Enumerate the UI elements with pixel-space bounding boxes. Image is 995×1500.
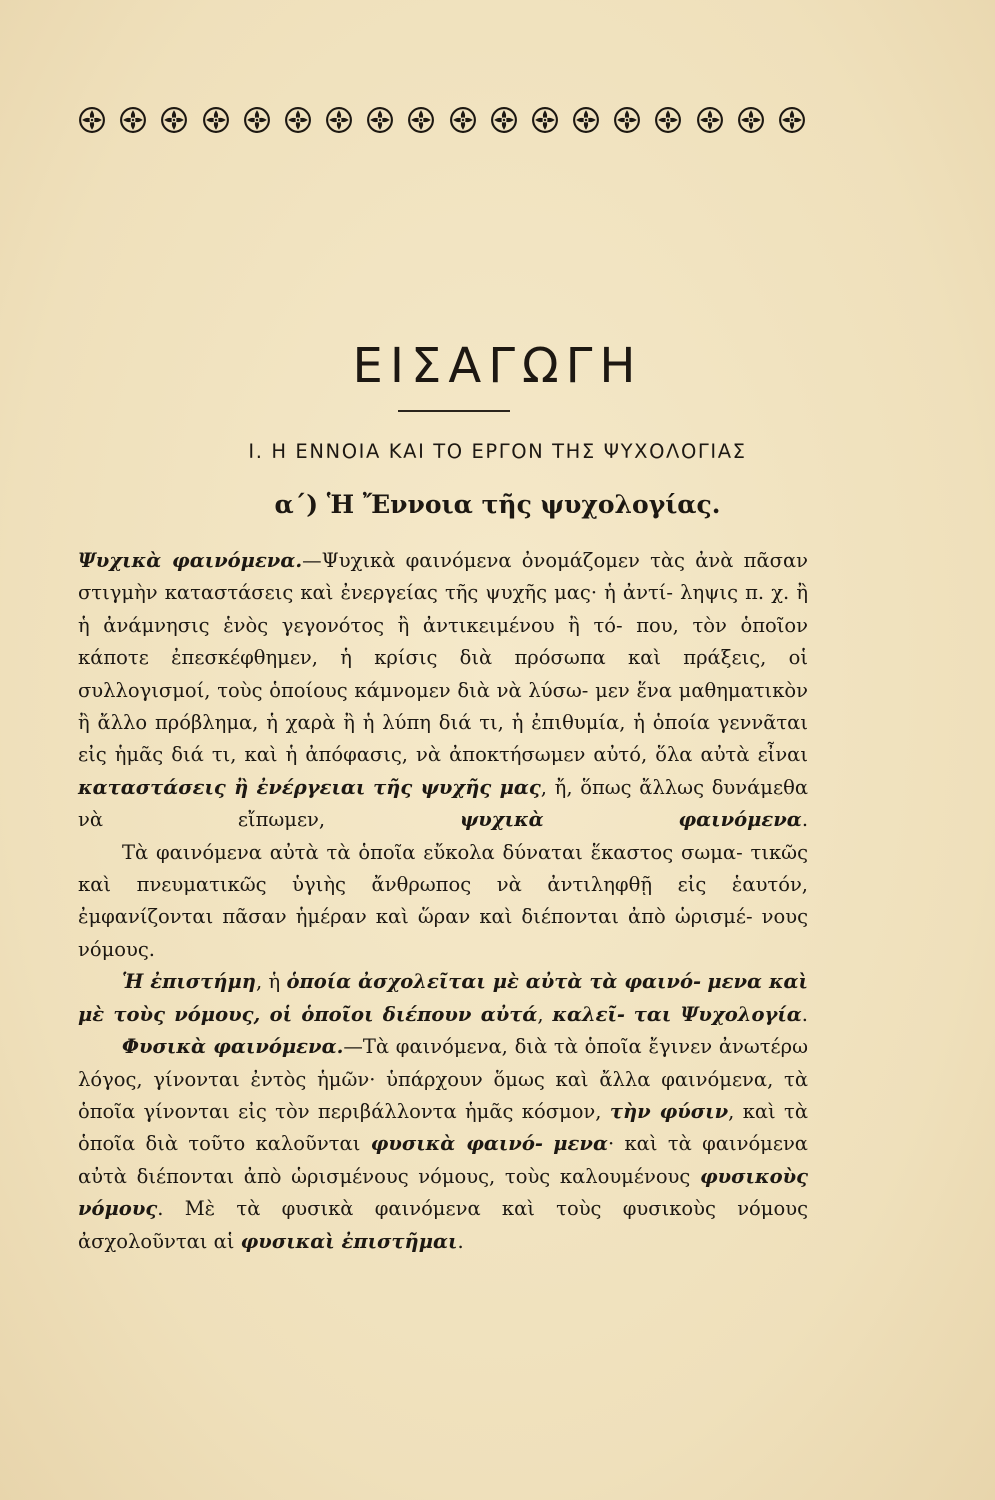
ornament-flower-icon: [160, 106, 188, 134]
ornament-flower-icon: [119, 106, 147, 134]
ornament-flower-icon: [613, 106, 641, 134]
emphasis: φαινόμενα: [678, 808, 802, 832]
paragraph: [78, 837, 808, 967]
emphasis: καταστάσεις ἢ ἐνέργειαι: [78, 775, 366, 799]
chapter-title: ΕΙΣΑΓΩΓΗ: [352, 338, 643, 394]
text-run: ἐμφανίζονται πᾶσαν ἡμέραν καὶ ὥραν καὶ διέπονται ἀπὸ ὡρισμέ-: [78, 905, 753, 929]
text-run: Τὰ φαινόμενα αὐτὰ τὰ ὁποῖα εὔκολα δύναται ἕκαστος σωμα-: [122, 840, 743, 864]
text-run: ἡ ἐπιθυμία, ἡ ὁποία γεννᾶται εἰς ἡμᾶς διά τι, καὶ ἡ ἀπόφασις,: [78, 711, 808, 767]
paragraph: [78, 966, 808, 1031]
ornament-flower-icon: [325, 106, 353, 134]
text-run: , ἤ, ὅπως ἄλλως δυνάμεθα νὰ εἴπωμεν,: [78, 775, 808, 832]
text-run: .: [801, 1002, 808, 1026]
text-run: , καὶ τὰ ὁποῖα διὰ τοῦτο καλοῦνται: [78, 1099, 809, 1156]
ornament-flower-icon: [449, 106, 477, 134]
ornament-flower-icon: [778, 106, 806, 134]
paragraph: [78, 545, 808, 837]
emphasis: μενα καὶ μὲ τοὺς νόμους, οἱ ὁποῖοι διέπουν αὐτά: [78, 970, 808, 1026]
text-run: μεν ἕνα μαθηματικὸν ἢ ἄλλο πρόβλημα, ἡ χαρὰ ἢ ἡ λύπη διά τι,: [78, 678, 808, 735]
body-text: [78, 545, 808, 1258]
emphasis: τὴν φύσιν: [609, 1099, 729, 1123]
emphasis: καλεῖ-: [552, 1002, 626, 1026]
text-run: .: [457, 1229, 464, 1253]
emphasis: φυσικὰ φαινό-: [370, 1132, 543, 1156]
ornament-flower-icon: [490, 106, 518, 134]
text-run: φαινόμενα, τὰ ὁποῖα γίνονται εἰς τὸν περιβάλλοντα ἡμᾶς κόσμον,: [78, 1067, 809, 1123]
ornament-flower-icon: [696, 106, 724, 134]
section-heading: Ι. Η ΕΝΝΟΙΑ ΚΑΙ ΤΟ ΕΡΓΟΝ ΤΗΣ ΨΥΧΟΛΟΓΙΑΣ: [248, 440, 747, 463]
ornament-flower-icon: [284, 106, 312, 134]
emphasis: Ἡ ἐπιστήμη: [122, 970, 256, 994]
ornament-flower-icon: [202, 106, 230, 134]
text-run: πᾶσαν στιγμὴν καταστάσεις καὶ ἐνεργείας τῆς ψυχῆς μας· ἡ ἀντί-: [78, 549, 808, 605]
text-run: ἀνωτέρω λόγος, γίνονται ἐντὸς ἡμῶν· ὑπάρχουν ὅμως καὶ ἄλλα: [78, 1035, 808, 1091]
text-run: καὶ πράξεις, οἱ συλλογισμοί, τοὺς ὁποίους κάμνομεν διὰ νὰ λύσω-: [78, 646, 809, 702]
emphasis: ψυχικὰ: [459, 808, 544, 832]
subsection-heading: α΄) Ἡ Ἔννοια τῆς ψυχολογίας.: [274, 490, 721, 519]
emphasis: ται Ψυχολογία: [633, 1002, 802, 1026]
text-run: · καὶ τὰ φαινόμενα αὐτὰ διέπονται ἀπὸ ὡρισμένους νόμους,: [78, 1132, 808, 1188]
text-run: .: [801, 808, 809, 832]
text-run: που, τὸν ὁποῖον κάποτε ἐπεσκέφθημεν, ἡ κρίσις διὰ πρόσωπα: [78, 613, 808, 670]
text-run: —Τὰ φαινόμενα, διὰ τὰ ὁποῖα ἔγινεν: [343, 1035, 713, 1059]
term-physical-phenomena: Φυσικὰ φαινόμενα.: [122, 1035, 344, 1059]
ornament-flower-icon: [654, 106, 682, 134]
ornament-flower-icon: [531, 106, 559, 134]
ornament-flower-icon: [366, 106, 394, 134]
emphasis: φυσικαὶ ἐπιστῆμαι: [240, 1229, 458, 1253]
text-run: ληψις π. χ. ἢ ἡ ἀνάμνησις ἑνὸς γεγονότος ἢ ἀντικειμένου ἢ τό-: [78, 581, 809, 637]
title-rule: [398, 410, 510, 412]
ornament-flower-icon: [572, 106, 600, 134]
text-run: , ἡ: [255, 970, 287, 994]
text-run: τικῶς καὶ πνευματικῶς ὑγιὴς ἄνθρωπος νὰ ἀντιληφθῇ εἰς ἑαυτόν,: [78, 840, 808, 897]
text-run: —Ψυχικὰ φαινόμενα ὀνομάζομεν τὰς ἀνὰ: [302, 549, 734, 572]
emphasis: ὁποία ἀσχολεῖται μὲ αὐτὰ τὰ φαινό-: [286, 970, 702, 994]
text-run: νὰ ἀποκτήσωμεν αὐτό, ὅλα αὐτὰ εἶναι: [416, 743, 808, 767]
text-run: τοὺς καλουμένους: [504, 1164, 700, 1188]
emphasis: φυσικοὺς νόμους: [78, 1164, 808, 1221]
ornament-border: [78, 98, 806, 142]
ornament-flower-icon: [243, 106, 271, 134]
text-run: καὶ τοὺς φυσικοὺς νόμους ἀσχολοῦνται αἱ: [78, 1197, 808, 1253]
ornament-flower-icon: [407, 106, 435, 134]
ornament-flower-icon: [78, 106, 106, 134]
text-run: . Μὲ τὰ φυσικὰ φαινόμενα: [157, 1197, 481, 1221]
emphasis: τῆς ψυχῆς μας: [373, 775, 541, 799]
term-psychic-phenomena: Ψυχικὰ φαινόμενα.: [78, 549, 303, 572]
emphasis: μενα: [553, 1132, 608, 1156]
text-run: νους νόμους.: [78, 905, 808, 961]
ornament-flower-icon: [737, 106, 765, 134]
text-run: ,: [537, 1002, 553, 1026]
paragraph: [78, 1031, 808, 1258]
